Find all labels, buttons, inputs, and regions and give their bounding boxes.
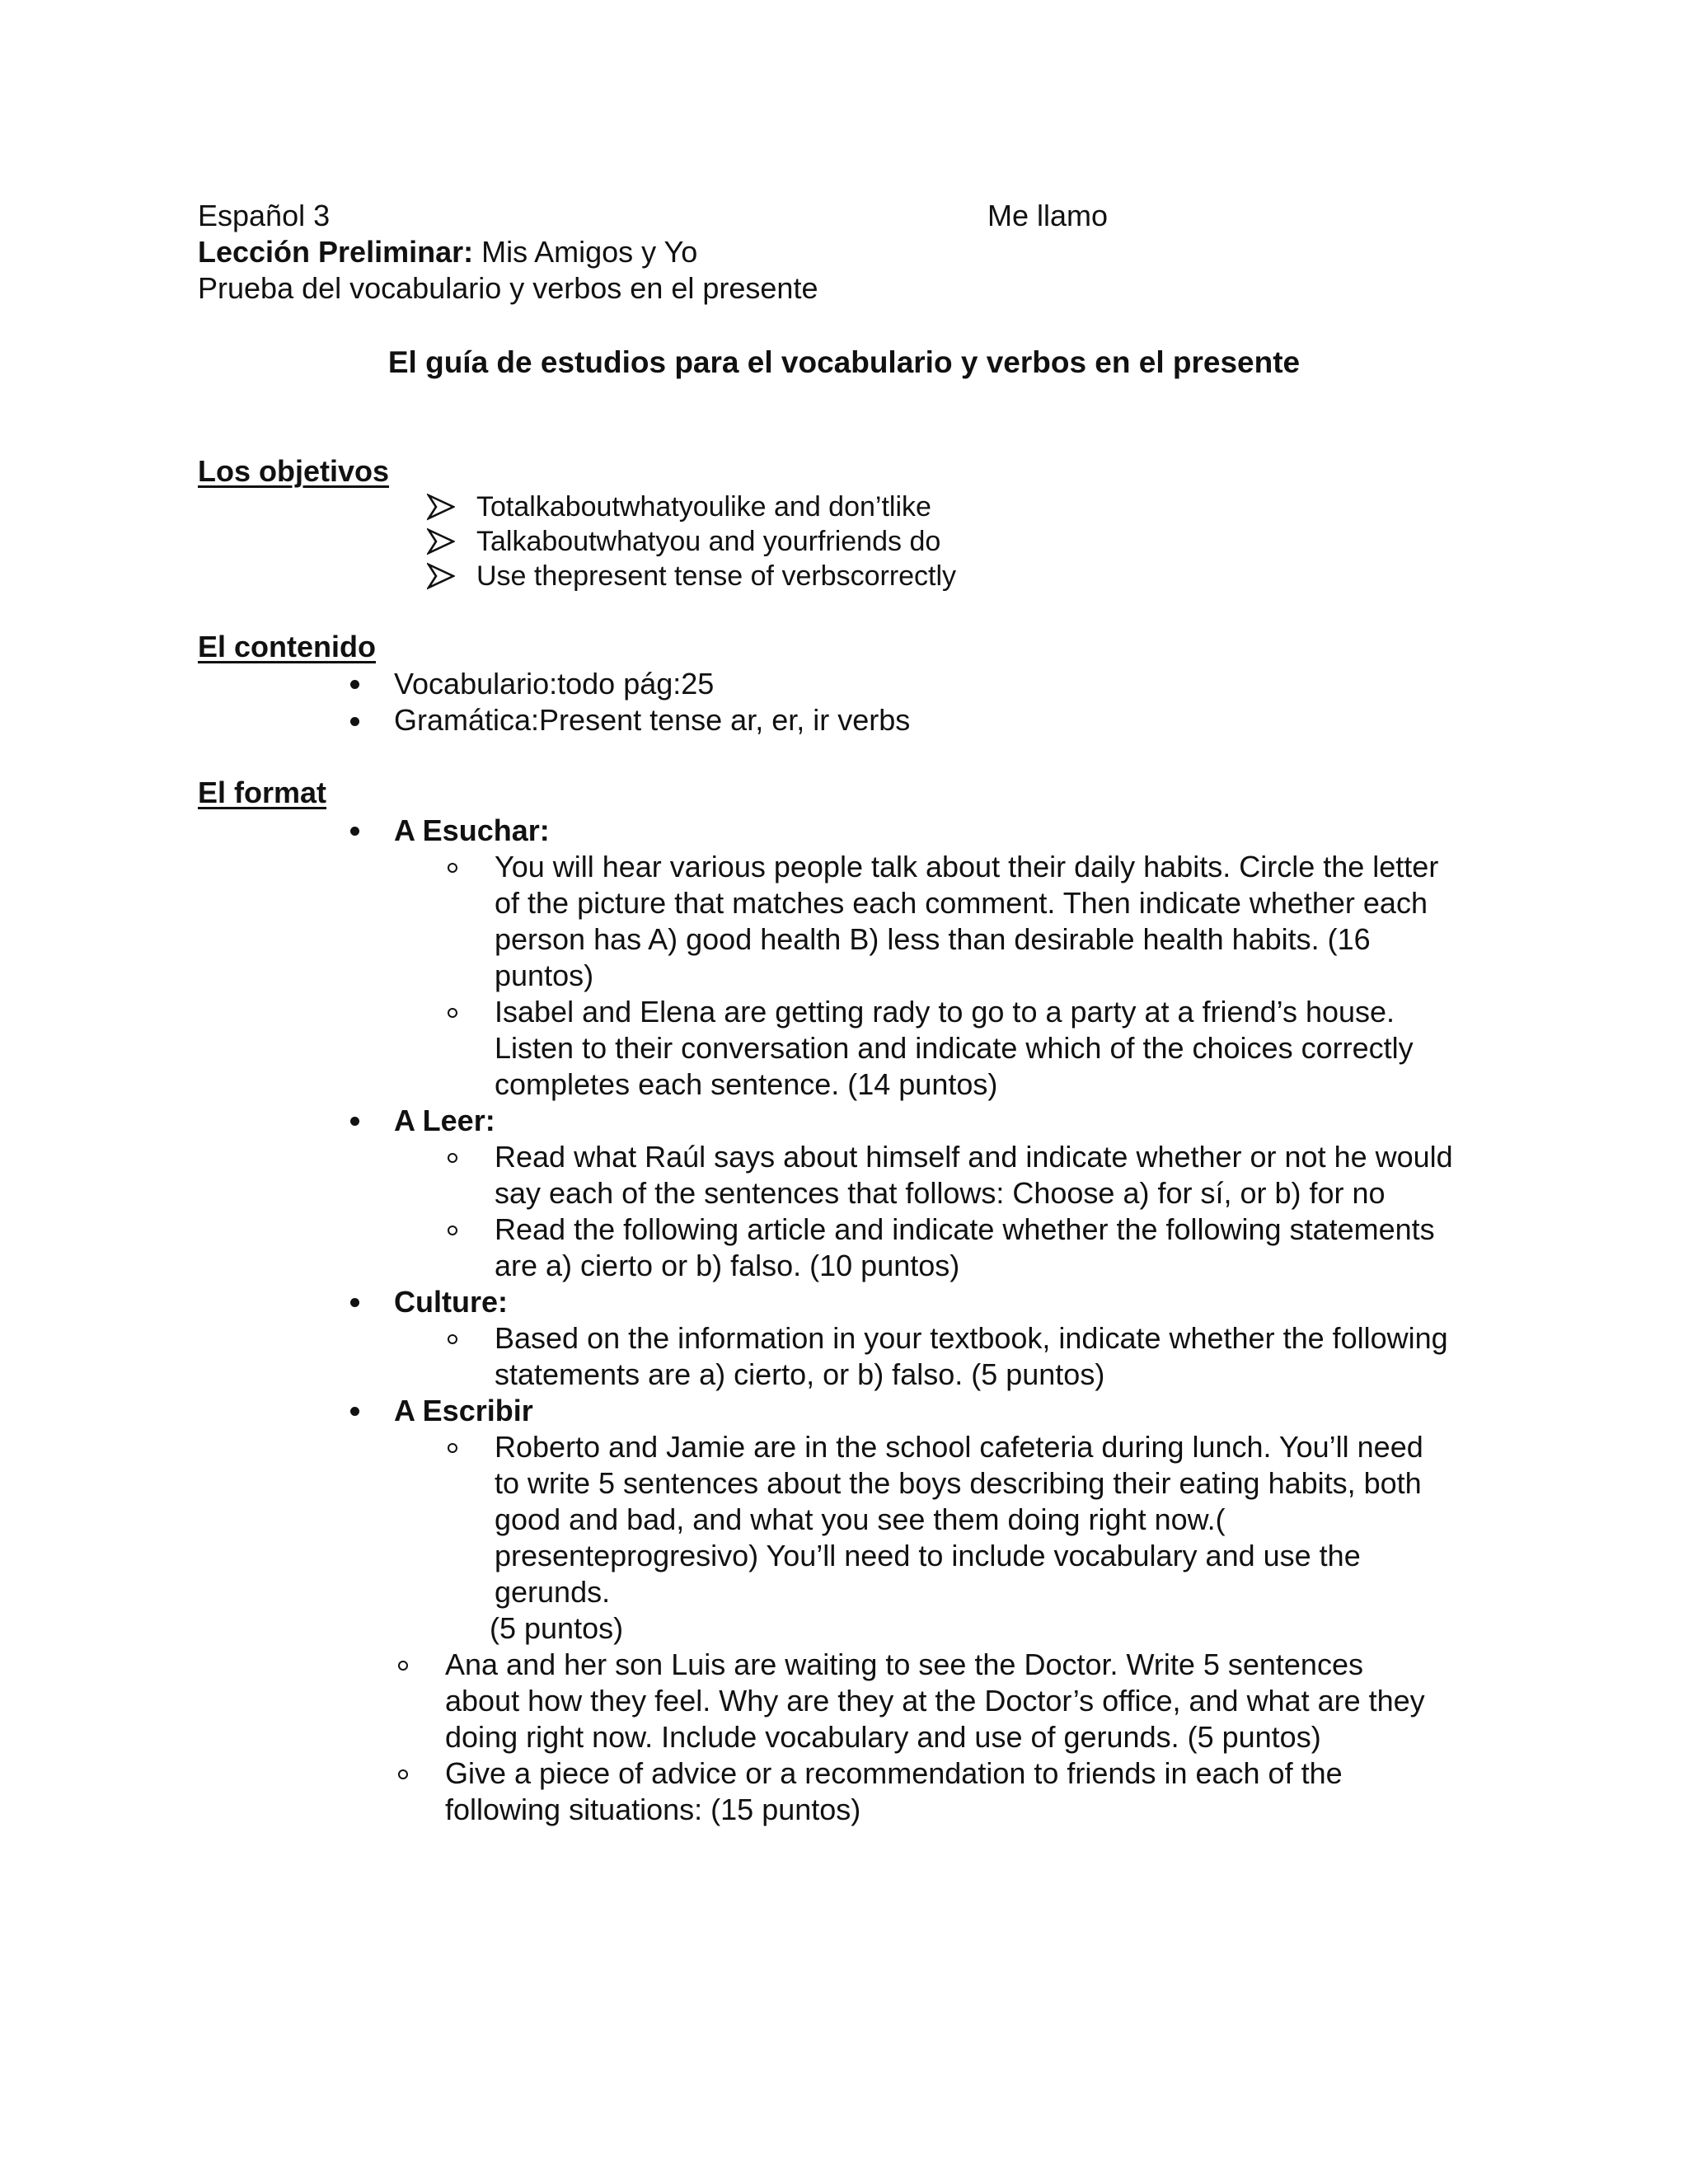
quiz-subtitle: Prueba del vocabulario y verbos en el presente (198, 271, 818, 305)
item-text-line: to write 5 sentences about the boys describing their eating habits, both (495, 1466, 1422, 1500)
circle-bullet-icon (398, 1769, 408, 1779)
item-text-line: doing right now. Include vocabulary and use of gerunds. (5 puntos) (445, 1720, 1321, 1754)
circle-bullet-icon (448, 863, 457, 873)
circle-bullet-icon (448, 1443, 457, 1453)
bullet-dot-icon (350, 717, 359, 726)
item-text-line: (5 puntos) (490, 1611, 624, 1645)
item-text-line: statements are a) cierto, or b) falso. (5 puntos) (495, 1357, 1105, 1391)
circle-bullet-icon (448, 1153, 457, 1163)
lesson-label: Lección Preliminar: (198, 235, 474, 269)
course-name: Español 3 (198, 199, 331, 232)
lesson-title: Mis Amigos y Yo (473, 235, 698, 269)
arrow-bullet-icon (427, 561, 455, 591)
item-text-line: presenteprogresivo) You’ll need to include vocabulary and use the (495, 1539, 1361, 1572)
bullet-dot-icon (350, 1117, 359, 1126)
objective-item: Talkaboutwhatyou and yourfriends do (476, 526, 941, 557)
section-label-leer: A Leer: (394, 1104, 495, 1137)
item-text-line: following situations: (15 puntos) (445, 1793, 861, 1826)
bullet-dot-icon (350, 1407, 359, 1416)
contenido-heading: El contenido (198, 630, 376, 663)
item-text-line: Based on the information in your textbook, indicate whether the following (495, 1321, 1448, 1355)
item-text-line: Read the following article and indicate whether the following statements (495, 1212, 1435, 1246)
item-text-line: Listen to their conversation and indicate which of the choices correctly (495, 1031, 1414, 1065)
item-text-line: person has A) good health B) less than desirable health habits. (16 (495, 922, 1371, 956)
lesson-line (198, 234, 697, 270)
item-text-line: good and bad, and what you see them doing right now.( (495, 1502, 1226, 1536)
objective-item: Use thepresent tense of verbscorrectly (476, 560, 957, 592)
section-label-culture: Culture: (394, 1285, 508, 1319)
bullet-dot-icon (350, 680, 359, 689)
item-text-line: Isabel and Elena are getting rady to go to a party at a friend’s house. (495, 995, 1395, 1029)
item-text-line: Give a piece of advice or a recommendation to friends in each of the (445, 1756, 1343, 1790)
bullet-dot-icon (350, 827, 359, 836)
item-text-line: completes each sentence. (14 puntos) (495, 1067, 998, 1101)
contenido-item: Vocabulario:todo pág:25 (394, 667, 715, 701)
section-label-escuchar: A Esuchar: (394, 813, 550, 847)
circle-bullet-icon (448, 1008, 457, 1018)
circle-bullet-icon (448, 1334, 457, 1344)
item-text-line: of the picture that matches each comment. Then indicate whether each (495, 886, 1428, 920)
objetivos-heading: Los objetivos (198, 454, 390, 488)
circle-bullet-icon (448, 1226, 457, 1235)
circle-bullet-icon (398, 1661, 408, 1671)
item-text-line: Ana and her son Luis are waiting to see the Doctor. Write 5 sentences (445, 1647, 1363, 1681)
section-label-escribir: A Escribir (394, 1394, 533, 1427)
item-text-line: are a) cierto or b) falso. (10 puntos) (495, 1249, 960, 1282)
contenido-item: Gramática:Present tense ar, er, ir verbs (394, 703, 911, 737)
format-heading: El format (198, 776, 327, 809)
item-text-line: say each of the sentences that follows: Choose a) for sí, or b) for no (495, 1176, 1386, 1210)
name-label: Me llamo (987, 199, 1109, 232)
item-text-line: gerunds. (495, 1575, 611, 1609)
item-text-line: Roberto and Jamie are in the school cafeteria during lunch. You’ll need (495, 1430, 1423, 1464)
item-text-line: You will hear various people talk about their daily habits. Circle the letter (495, 850, 1439, 883)
document-title: El guía de estudios para el vocabulario y verbos en el presente (387, 345, 1301, 379)
item-text-line: about how they feel. Why are they at the Doctor’s office, and what are they (445, 1684, 1425, 1718)
item-text-line: Read what Raúl says about himself and indicate whether or not he would (495, 1140, 1453, 1174)
objective-item: Totalkaboutwhatyoulike and don’tlike (476, 491, 931, 523)
bullet-dot-icon (350, 1298, 359, 1307)
item-text-line: puntos) (495, 958, 594, 992)
arrow-bullet-icon (427, 527, 455, 556)
arrow-bullet-icon (427, 492, 455, 522)
